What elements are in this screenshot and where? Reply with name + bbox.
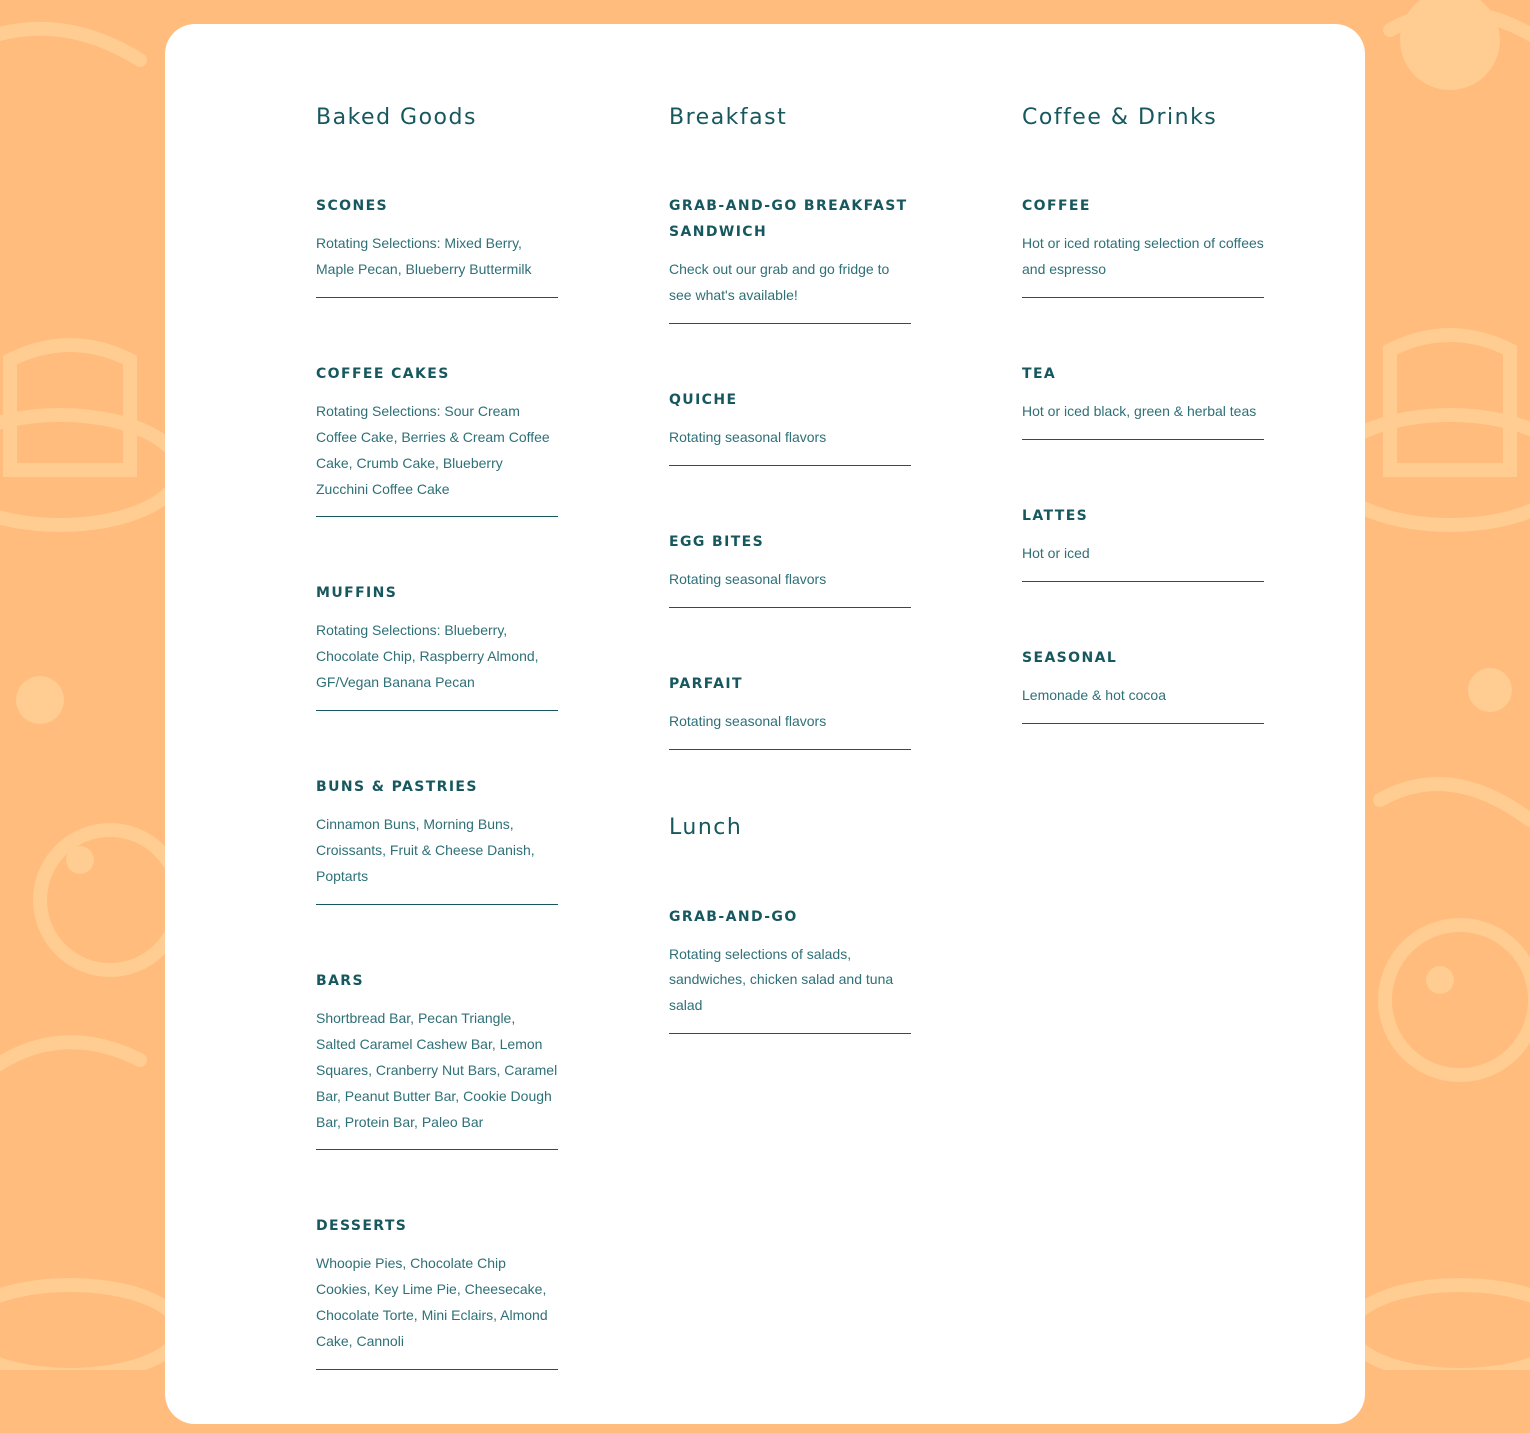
item-name: BUNS & PASTRIES	[316, 779, 478, 796]
menu-card	[165, 24, 1365, 1424]
menu-item-seasonal	[1022, 645, 1264, 724]
item-name: LATTES	[1022, 507, 1089, 524]
menu-item-muffins	[316, 580, 558, 711]
menu-column-breakfast-lunch	[669, 104, 911, 1097]
item-name: TEA	[1022, 365, 1057, 382]
item-name: QUICHE	[669, 391, 738, 408]
menu-item-bars	[316, 968, 558, 1151]
menu-item-coffee-cakes	[316, 361, 558, 518]
item-description: Cinnamon Buns, Morning Buns, Croissants, Fruit & Cheese Danish, Poptarts	[316, 816, 535, 884]
item-description: Check out our grab and go fridge to see what's available!	[669, 261, 890, 303]
item-name: PARFAIT	[669, 675, 743, 692]
item-name: SEASONAL	[1022, 649, 1118, 666]
item-name: BARS	[316, 972, 364, 989]
menu-item-scones	[316, 193, 558, 298]
item-description: Rotating selections of salads, sandwiches, chicken salad and tuna salad	[669, 945, 894, 1014]
item-description: Shortbread Bar, Pecan Triangle, Salted Caramel Cashew Bar, Lemon Squares, Cranberry Nut Bars, Caramel Bar, Peanut Butter Bar, Cookie Dough Bar, Protein Bar, Paleo Bar	[316, 1009, 558, 1130]
item-description: Whoopie Pies, Chocolate Chip Cookies, Key Lime Pie, Cheesecake, Chocolate Torte, Mini Eclairs, Almond Cake, Cannoli	[316, 1255, 548, 1350]
item-name: MUFFINS	[316, 585, 398, 602]
item-description: Lemonade & hot cocoa	[1022, 686, 1166, 703]
item-description: Rotating Selections: Blueberry, Chocolate Chip, Raspberry Almond, GF/Vegan Banana Pecan	[316, 622, 539, 691]
menu-item-desserts	[316, 1213, 558, 1370]
item-name: SCONES	[316, 198, 389, 214]
section-title-lunch: Lunch	[669, 814, 743, 840]
item-description: Hot or iced black, green & herbal teas	[1022, 402, 1257, 419]
menu-item-tea	[1022, 361, 1264, 440]
menu-column-baked-goods	[316, 104, 558, 1433]
section-title-coffee-drinks: Coffee & Drinks	[1022, 105, 1218, 130]
item-name: EGG BITES	[669, 533, 765, 550]
menu-item-parfait	[669, 671, 911, 750]
item-name: DESSERTS	[316, 1218, 408, 1235]
menu-item-grab-and-go	[669, 904, 911, 1035]
section-title-baked-goods: Baked Goods	[316, 105, 477, 130]
item-name: GRAB-AND-GO	[669, 908, 798, 925]
menu-item-lattes	[1022, 503, 1264, 582]
menu-item-coffee	[1022, 193, 1264, 298]
item-description: Hot or iced	[1022, 544, 1090, 561]
item-description: Rotating Selections: Sour Cream Coffee Cake, Berries & Cream Coffee Cake, Crumb Cake, Blueberry Zucchini Coffee Cake	[316, 402, 550, 497]
item-name: GRAB-AND-GO BREAKFAST SANDWICH	[669, 198, 908, 240]
item-description: Rotating seasonal flavors	[669, 428, 827, 445]
menu-item-breakfast-sandwich	[669, 193, 911, 324]
menu-item-egg-bites	[669, 529, 911, 608]
item-description: Hot or iced rotating selection of coffees and espresso	[1022, 235, 1264, 277]
item-name: COFFEE	[1022, 198, 1091, 214]
menu-item-buns-pastries	[316, 774, 558, 905]
section-title-breakfast: Breakfast	[669, 105, 788, 130]
item-description: Rotating seasonal flavors	[669, 712, 827, 729]
item-description: Rotating seasonal flavors	[669, 570, 827, 587]
item-description: Rotating Selections: Mixed Berry, Maple Pecan, Blueberry Buttermilk	[316, 235, 532, 277]
menu-column-coffee-drinks	[1022, 104, 1264, 787]
item-name: COFFEE CAKES	[316, 365, 450, 382]
menu-item-quiche	[669, 387, 911, 466]
